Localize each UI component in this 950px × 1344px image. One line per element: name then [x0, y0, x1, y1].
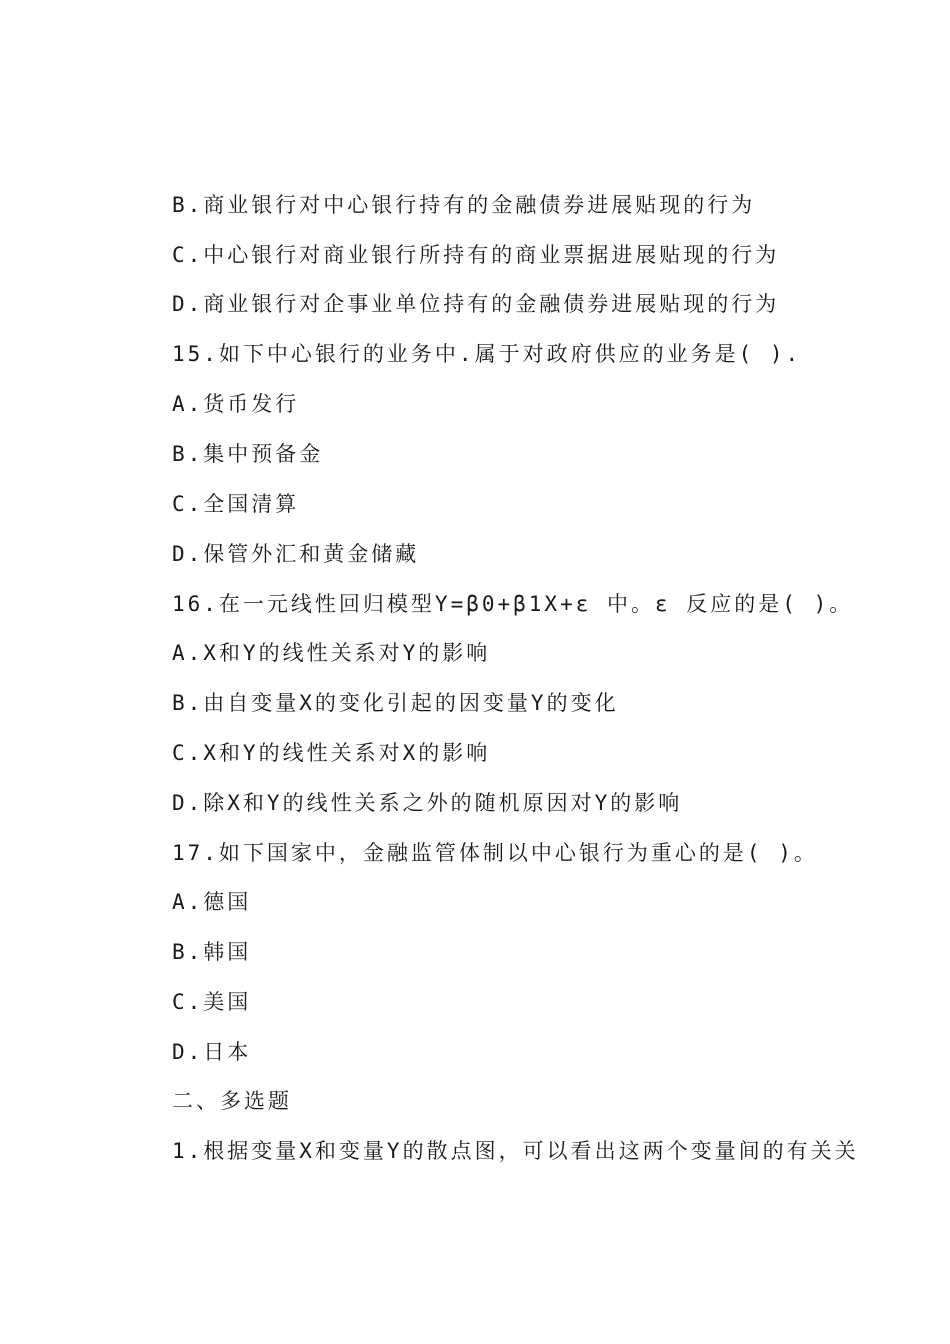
option-line: D.保管外汇和黄金储藏 [172, 542, 420, 566]
option-line: D.商业银行对企事业单位持有的金融债券进展贴现的行为 [172, 292, 780, 316]
option-line: C.X和Y的线性关系对X的影响 [172, 741, 491, 765]
option-line: D.日本 [172, 1040, 252, 1064]
option-line: D.除X和Y的线性关系之外的随机原因对Y的影响 [172, 791, 683, 815]
option-line: B.商业银行对中心银行持有的金融债券进展贴现的行为 [172, 193, 756, 217]
question-line: 17.如下国家中，金融监管体制以中心银行为重心的是( )。 [172, 841, 818, 865]
question-line: 16.在一元线性回归模型Y=β0+β1X+ε 中。ε 反应的是( )。 [172, 592, 854, 616]
option-line: C.美国 [172, 990, 252, 1014]
question-line: 1.根据变量X和变量Y的散点图，可以看出这两个变量间的有关关 [172, 1139, 859, 1163]
option-line: B.韩国 [172, 940, 252, 964]
option-line: C.中心银行对商业银行所持有的商业票据进展贴现的行为 [172, 243, 780, 267]
option-line: B.由自变量X的变化引起的因变量Y的变化 [172, 691, 619, 715]
option-line: A.德国 [172, 890, 252, 914]
section-heading: 二、多选题 [172, 1089, 292, 1113]
option-line: A.货币发行 [172, 392, 300, 416]
question-line: 15.如下中心银行的业务中.属于对政府供应的业务是( ). [172, 342, 802, 366]
option-line: A.X和Y的线性关系对Y的影响 [172, 641, 491, 665]
option-line: C.全国清算 [172, 492, 300, 516]
option-line: B.集中预备金 [172, 442, 324, 466]
